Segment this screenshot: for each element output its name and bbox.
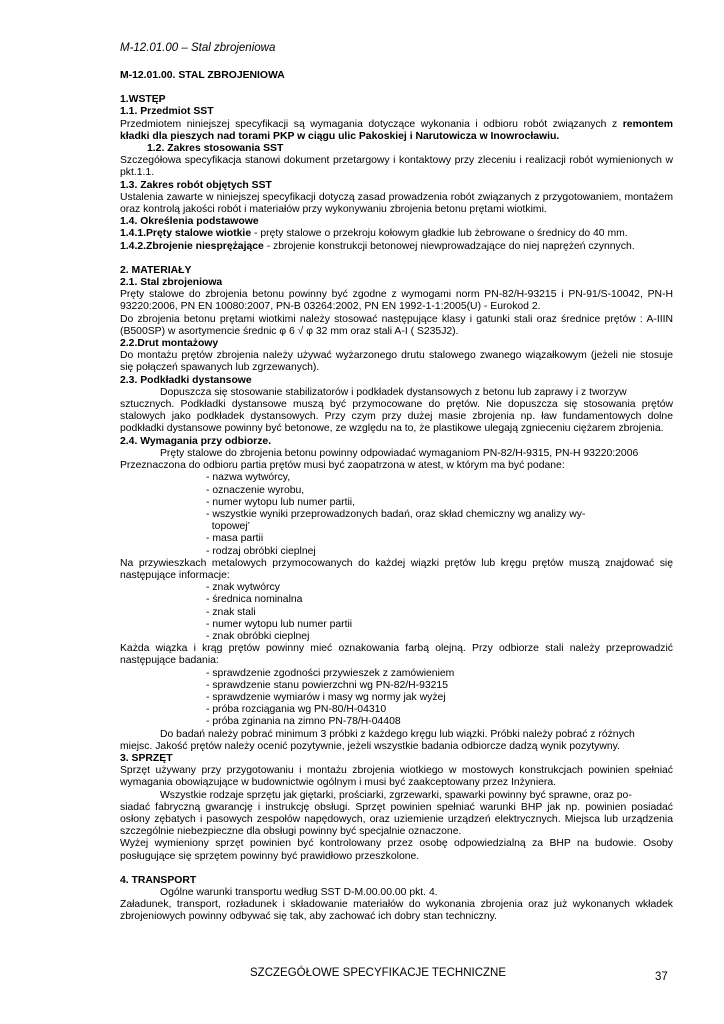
list-item: - nazwa wytwórcy,	[206, 472, 291, 484]
tag-info-list	[120, 582, 673, 643]
list-item: - sprawdzenie zgodności przywieszek z zamówieniem	[206, 667, 455, 679]
section-3-heading: 3. SPRZĘT	[120, 752, 173, 764]
paragraph-1-1-bold: remontem kładki dla pieszych nad torami PKP w ciągu ulic Pakoskiej i Narutowicza w Inowrocławiu.	[120, 118, 673, 142]
paragraph-1-2: Szczegółowa specyfikacja stanowi dokument przetargowy i kontaktowy przy zleceniu i realizacji robót wymienionych w pkt.1.1.	[120, 155, 673, 179]
subsection-1-1-heading: 1.1. Przedmiot SST	[120, 106, 214, 118]
attestation-list	[120, 472, 673, 557]
list-item: - masa partii	[206, 533, 264, 545]
list-item: - rodzaj obróbki cieplnej	[206, 545, 316, 557]
definition-text: - zbrojenie konstrukcji betonowej niewprowadzające do niej naprężeń czynnych.	[263, 240, 635, 252]
paragraph-2-4e: miejsc. Jakość prętów należy ocenić pozytywnie, jeżeli wszystkie badania odbiorcze dadzą wynik pozytywny.	[120, 740, 620, 752]
subsection-2-1-heading: 2.1. Stal zbrojeniowa	[120, 277, 223, 289]
subsection-1-2-heading: 1.2. Zakres stosowania SST	[147, 143, 284, 155]
list-item: - sprawdzenie wymiarów i masy wg normy jak wyżej	[206, 691, 446, 703]
document-body	[120, 70, 673, 924]
paragraph-3a: Sprzęt używany przy przygotowaniu i montażu zbrojenia wiotkiego w mostowych konstrukcjach powinien spełniać wymagania obowiązujące w budownictwie ogólnym i musi być zaakceptowany przez Inżyniera.	[120, 765, 673, 789]
subsection-1-3-heading: 1.3. Zakres robót objętych SST	[120, 179, 272, 191]
definition-text: - pręty stalowe o przekroju kołowym gładkie lub żebrowane o średnicy do 40 mm.	[251, 228, 628, 240]
paragraph-2-4c: Na przywieszkach metalowych przymocowanych do każdej wiązki prętów lub kręgu prętów muszą znajdować się następujące informacje:	[120, 557, 673, 581]
paragraph-2-3: sztucznych. Podkładki dystansowe muszą być przymocowane do prętów. Nie dopuszcza się stosowania prętów stalowych jako podkładek dystansowych. Przy czym przy dużej masie zbrojenia np. ław fundamentowych dolne podkładki dystansowe powinny być betonowe, ze względu na to, że plastikowe ulegają zgnieceniu ciężarem zbrojenia.	[120, 399, 673, 435]
subsection-2-2-heading: 2.2.Drut montażowy	[120, 338, 219, 350]
list-item: - sprawdzenie stanu powierzchni wg PN-82/H-93215	[206, 679, 448, 691]
paragraph-2-4e-first-line: Do badań należy pobrać minimum 3 próbki z każdego kręgu lub wiązki. Próbki należy pobrać z różnych	[160, 728, 635, 740]
list-item: - znak obróbki cieplnej	[206, 630, 310, 642]
paragraph-2-3-first-line: Dopuszcza się stosowanie stabilizatorów i podkładek dystansowych z betonu lub zaprawy i z tworzyw	[160, 386, 627, 398]
list-item: - numer wytopu lub numer partii	[206, 618, 353, 630]
paragraph-1-1-text: Przedmiotem niniejszej specyfikacji są wymagania dotyczące wykonania i odbioru robót związanych z	[120, 118, 623, 130]
definition-term: 1.4.1.Pręty stalowe wiotkie	[120, 228, 252, 240]
paragraph-2-1b: Do zbrojenia betonu prętami wiotkimi należy stosować następujące klasy i gatunki stali oraz średnice prętów : A-IIIN (B500SP) w asortymencie średnic φ 6 √ φ 32 mm oraz stali A-I ( S235J2).	[120, 313, 673, 337]
running-header: M-12.01.00 – Stal zbrojeniowa	[120, 42, 276, 54]
subsection-2-4-heading: 2.4. Wymagania przy odbiorze.	[120, 435, 272, 447]
definition-term: 1.4.2.Zbrojenie niesprężające	[120, 240, 264, 252]
list-item: - znak wytwórcy	[206, 582, 280, 594]
list-item: - próba rozciągania wg PN-80/H-04310	[206, 704, 387, 716]
paragraph-3c: Wyżej wymieniony sprzęt powinien być kontrolowany przez osobę odpowiedzialną za BHP na budowie. Osoby posługujące się sprzętem powinny być prawidłowo przeszkolone.	[120, 838, 673, 862]
list-item: - znak stali	[206, 606, 256, 618]
list-item: - oznaczenie wyrobu,	[206, 484, 305, 496]
tests-list	[120, 668, 673, 729]
paragraph-2-4d: Każda wiązka i krąg prętów powinny mieć oznakowania farbą olejną. Przy odbiorze stali należy przeprowadzić następujące badania:	[120, 643, 673, 667]
definition-1-4-1	[120, 228, 673, 240]
section-1-heading: 1.WSTĘP	[120, 94, 166, 106]
section-2-heading: 2. MATERIAŁY	[120, 264, 192, 276]
list-item: - próba zginania na zimno PN-78/H-04408	[206, 716, 401, 728]
page-number: 37	[655, 971, 668, 983]
list-item: - średnica nominalna	[206, 594, 303, 606]
paragraph-1-3: Ustalenia zawarte w niniejszej specyfikacji dotyczą zasad prowadzenia robót związanych z przygotowaniem, montażem oraz kontrolą jakości robót i materiałów przy wykonywaniu zbrojenia betonu prętami wiotkimi.	[120, 191, 673, 216]
paragraph-2-1a: Pręty stalowe do zbrojenia betonu powinny być zgodne z wymogami norm PN-82/H-93215 i PN-91/S-10042, PN-H 93220:2006, PN EN 10080:2007, PN-B 03264:2002, PN EN 1992-1-1:2005(U) - Eurokod 2.	[120, 289, 673, 313]
paragraph-2-4b: Przeznaczona do odbioru partia prętów musi być zaopatrzona w atest, w którym ma być podane:	[120, 460, 565, 472]
subsection-1-4-heading: 1.4. Określenia podstawowe	[120, 216, 259, 228]
paragraph-2-2: Do montażu prętów zbrojenia należy używać wyżarzonego drutu stalowego zwanego wiązałkowym (jeżeli nie stosuje się połączeń spawanych lub zgrzewanych).	[120, 350, 673, 374]
definition-1-4-2	[120, 241, 673, 253]
paragraph-4a: Ogólne warunki transportu według SST D-M.00.00.00 pkt. 4.	[160, 887, 438, 898]
paragraph-4b: Załadunek, transport, rozładunek i składowanie materiałów do wykonania zbrojenia oraz już wykonanych wkładek zbrojeniowych powinny odbywać się tak, aby zachować ich dobry stan techniczny.	[120, 899, 673, 923]
paragraph-3b-first-line: Wszystkie rodzaje sprzętu jak giętarki, prościarki, zgrzewarki, spawarki powinny być sprawne, oraz po-	[160, 789, 632, 801]
list-item: - wszystkie wyniki przeprowadzonych badań, oraz skład chemiczny wg analizy wy-	[206, 508, 586, 520]
footer-title: SZCZEGÓŁOWE SPECYFIKACJE TECHNICZNE	[250, 967, 507, 979]
document-title: M-12.01.00. STAL ZBROJENIOWA	[120, 70, 285, 81]
section-4-heading: 4. TRANSPORT	[120, 874, 197, 886]
subsection-2-3-heading: 2.3. Podkładki dystansowe	[120, 374, 252, 386]
paragraph-2-4a: Pręty stalowe do zbrojenia betonu powinny odpowiadać wymaganiom PN-82/H-9315, PN-H 93220:2006	[160, 447, 639, 459]
list-item: topowej’	[206, 521, 250, 533]
list-item: - numer wytopu lub numer partii,	[206, 496, 355, 508]
paragraph-1-1	[120, 119, 673, 143]
paragraph-3b: siadać fabryczną gwarancję i instrukcję obsługi. Sprzęt powinien spełniać warunki BHP jak np. powinien posiadać osłony zębatych i pasowych zespołów napędowych, oraz uziemienie urządzeń elektrycznych. Miejsca lub urządzenia szczególnie niebezpieczne dla obsługi powinny być specjalnie oznaczone.	[120, 801, 673, 838]
